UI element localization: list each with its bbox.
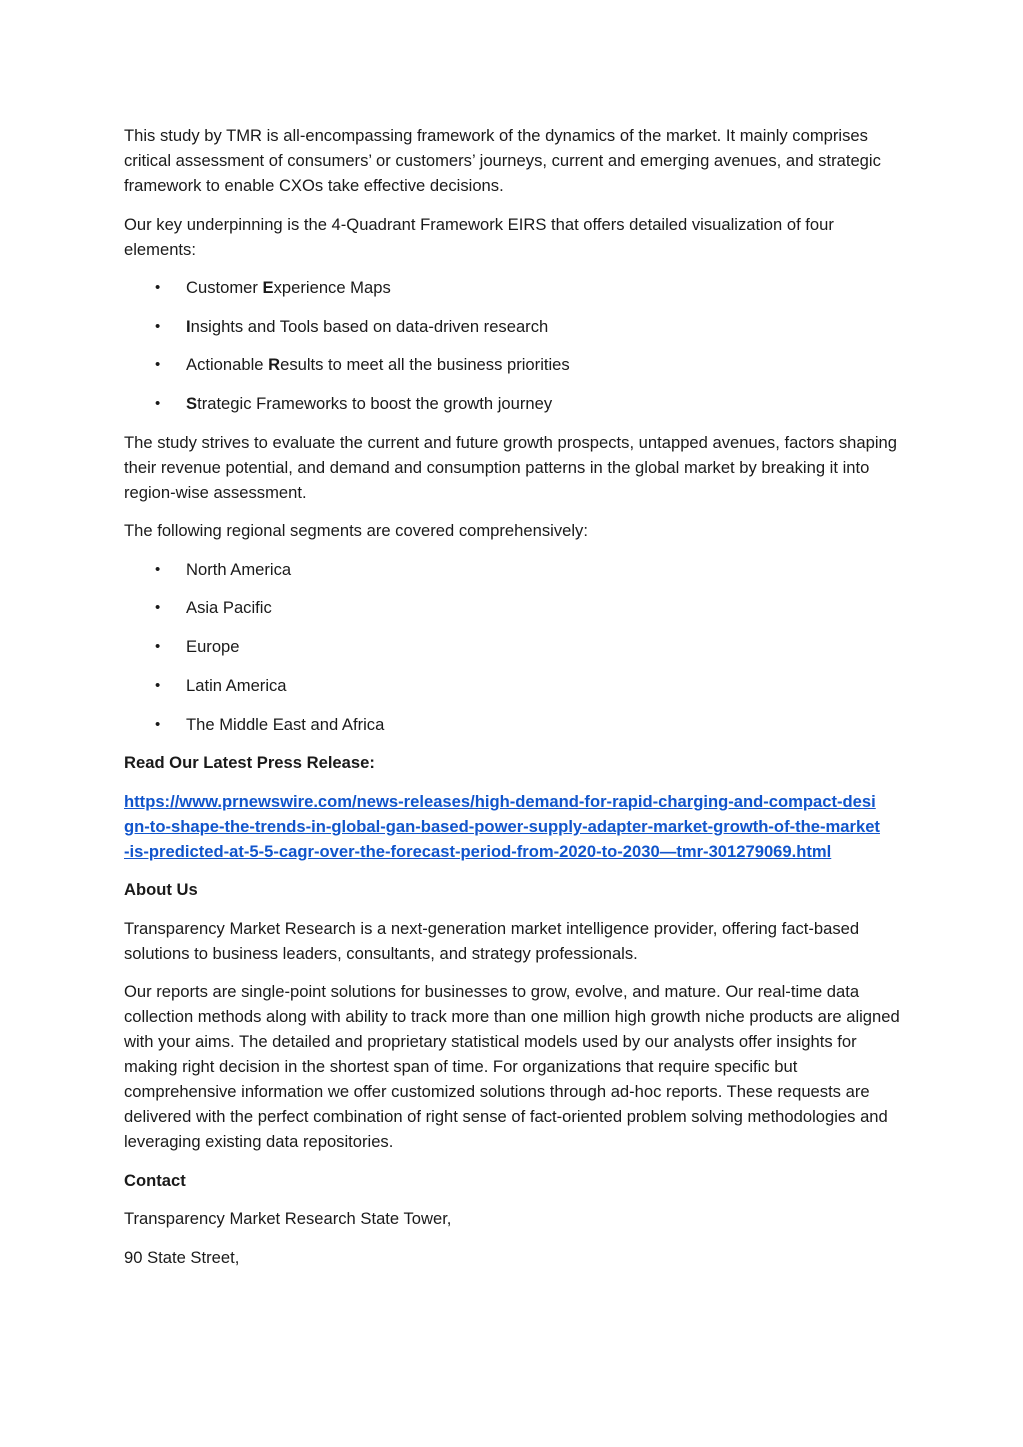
contact-line-1: Transparency Market Research State Tower, [124,1209,452,1229]
bullet-icon: • [155,317,161,335]
eirs-list [124,275,904,416]
list-item: • Europe [124,634,904,659]
regions-intro: The following regional segments are covered comprehensively: [124,521,588,541]
list-item: • Insights and Tools based on data-driven research [124,314,904,339]
press-release-link[interactable]: https://www.prnewswire.com/news-releases/high-demand-for-rapid-charging-and-compact-design-to-shape-the-trends-in-global-gan-based-power-supply-adapter-market-growth-of-the-market-is-predicted-at-5-5-cagr-over-the-forecast-period-from-2020-to-2030—tmr-301279069.html [124,791,880,861]
bullet-icon: • [155,638,161,656]
about-paragraph-2: Our reports are single-point solutions for businesses to grow, evolve, and mature. Our real-time data collection methods along with ability to track more than one million high growth niche products are aligned with your aims. The detailed and proprietary statistical models used by our analysts offer insights for making right decision in the shortest span of time. For organizations that require specific but comprehensive information we offer customized solutions through ad-hoc reports. These requests are delivered with the perfect combination of right sense of fact-oriented problem solving methodologies and leveraging existing data repositories. [124,982,900,1152]
list-item: • North America [124,557,904,582]
bullet-icon: • [155,599,161,617]
intro-paragraph: This study by TMR is all-encompassing framework of the dynamics of the market. It mainly comprises critical assessment of consumers’ or customers’ journeys, current and emerging avenues, and strategic framework to enable CXOs take effective decisions. [124,126,881,195]
bullet-icon: • [155,395,161,413]
contact-heading: Contact [124,1170,186,1190]
list-item: • Strategic Frameworks to boost the growth journey [124,391,904,416]
list-item: • Customer Experience Maps [124,275,904,300]
about-paragraph-1: Transparency Market Research is a next-generation market intelligence provider, offering fact-based solutions to business leaders, consultants, and strategy professionals. [124,918,860,963]
bullet-icon: • [155,715,161,733]
list-item: • Latin America [124,673,904,698]
list-item: • Actionable Results to meet all the business priorities [124,352,904,377]
regions-list [124,557,904,737]
list-item: • Asia Pacific [124,595,904,620]
bullet-icon: • [155,676,161,694]
study-paragraph: The study strives to evaluate the current and future growth prospects, untapped avenues, factors shaping their revenue potential, and demand and consumption patterns in the global market by breaking it into region-wise assessment. [124,432,897,502]
about-heading: About Us [124,880,198,900]
framework-paragraph: Our key underpinning is the 4-Quadrant Framework EIRS that offers detailed visualization of four elements: [124,214,834,259]
bullet-icon: • [155,356,161,374]
press-release-heading: Read Our Latest Press Release: [124,753,375,773]
bullet-icon: • [155,560,161,578]
contact-line-2: 90 State Street, [124,1247,240,1267]
bullet-icon: • [155,279,161,296]
press-release-link-paragraph [124,789,904,864]
document-page [124,123,904,1283]
list-item: • The Middle East and Africa [124,712,904,737]
